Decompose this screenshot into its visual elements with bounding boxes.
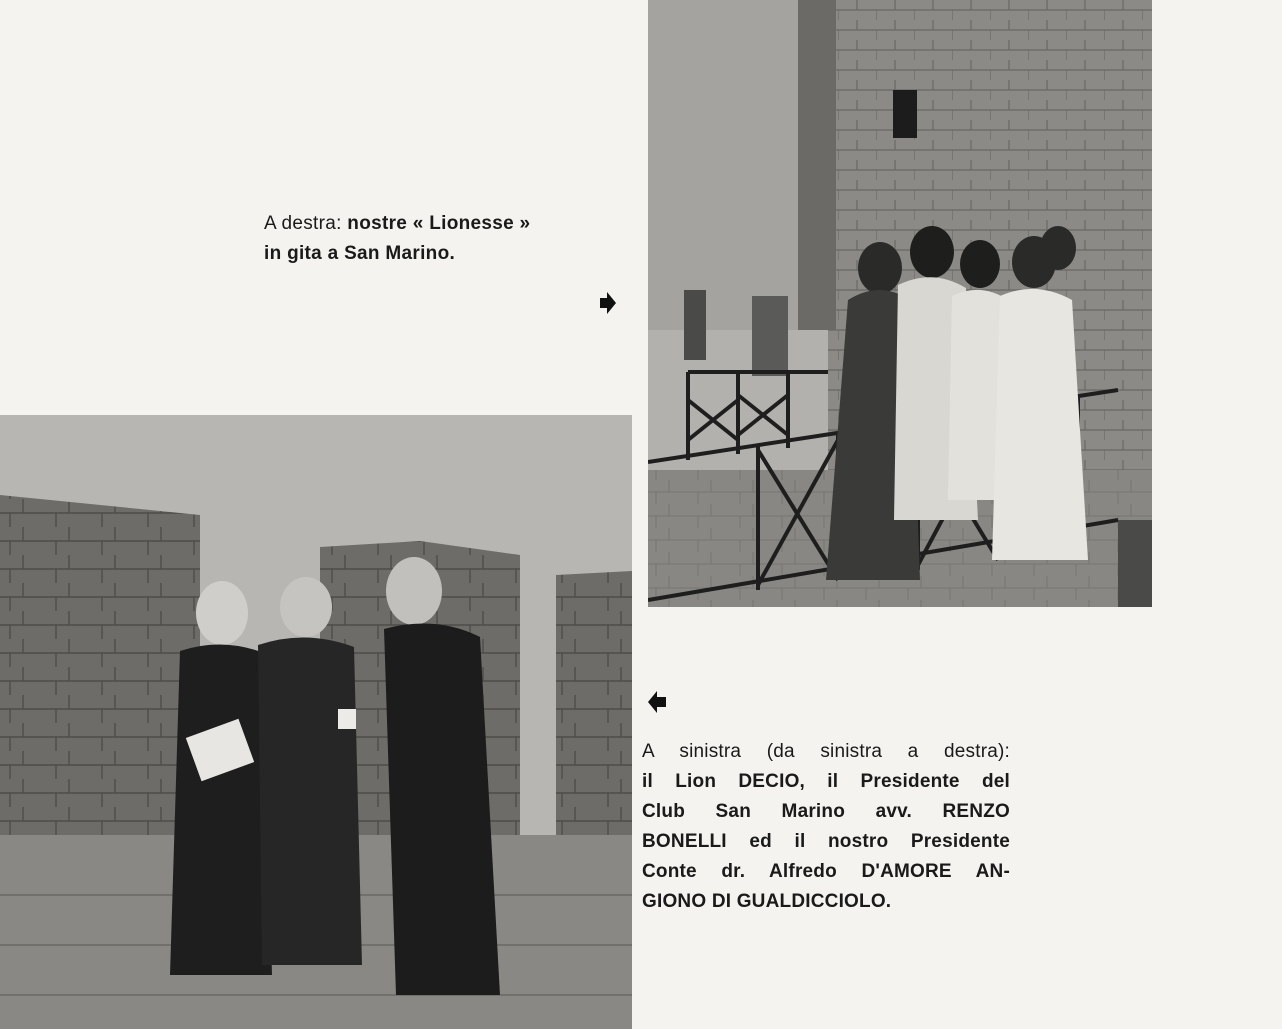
caption-line-2: in gita a San Marino. [264, 243, 456, 264]
arrow-left-icon [648, 691, 666, 713]
caption-lionesse [264, 209, 634, 269]
photo-lionesse [648, 0, 1152, 607]
caption-left-line-2: il Lion DECIO, il Presidente del [642, 771, 1010, 792]
arrow-right-icon [600, 292, 616, 314]
photo-lionesse-image [648, 0, 1152, 607]
caption-presidents [642, 737, 1010, 917]
caption-left-line-3: Club San Marino avv. RENZO [642, 801, 1010, 822]
caption-left-line-4: BONELLI ed il nostro Presidente [642, 831, 1010, 852]
caption-left-line-1: A sinistra (da sinistra a destra): [642, 741, 1010, 762]
photo-presidents [0, 415, 632, 1029]
caption-direction: A destra: [264, 213, 342, 234]
photo-presidents-image [0, 415, 632, 1029]
caption-quoted: « Lionesse » [412, 213, 531, 234]
caption-left-line-6: GIONO DI GUALDICCIOLO. [642, 891, 892, 912]
caption-left-line-5: Conte dr. Alfredo D'AMORE AN- [642, 861, 1010, 882]
caption-title: nostre [347, 213, 408, 234]
